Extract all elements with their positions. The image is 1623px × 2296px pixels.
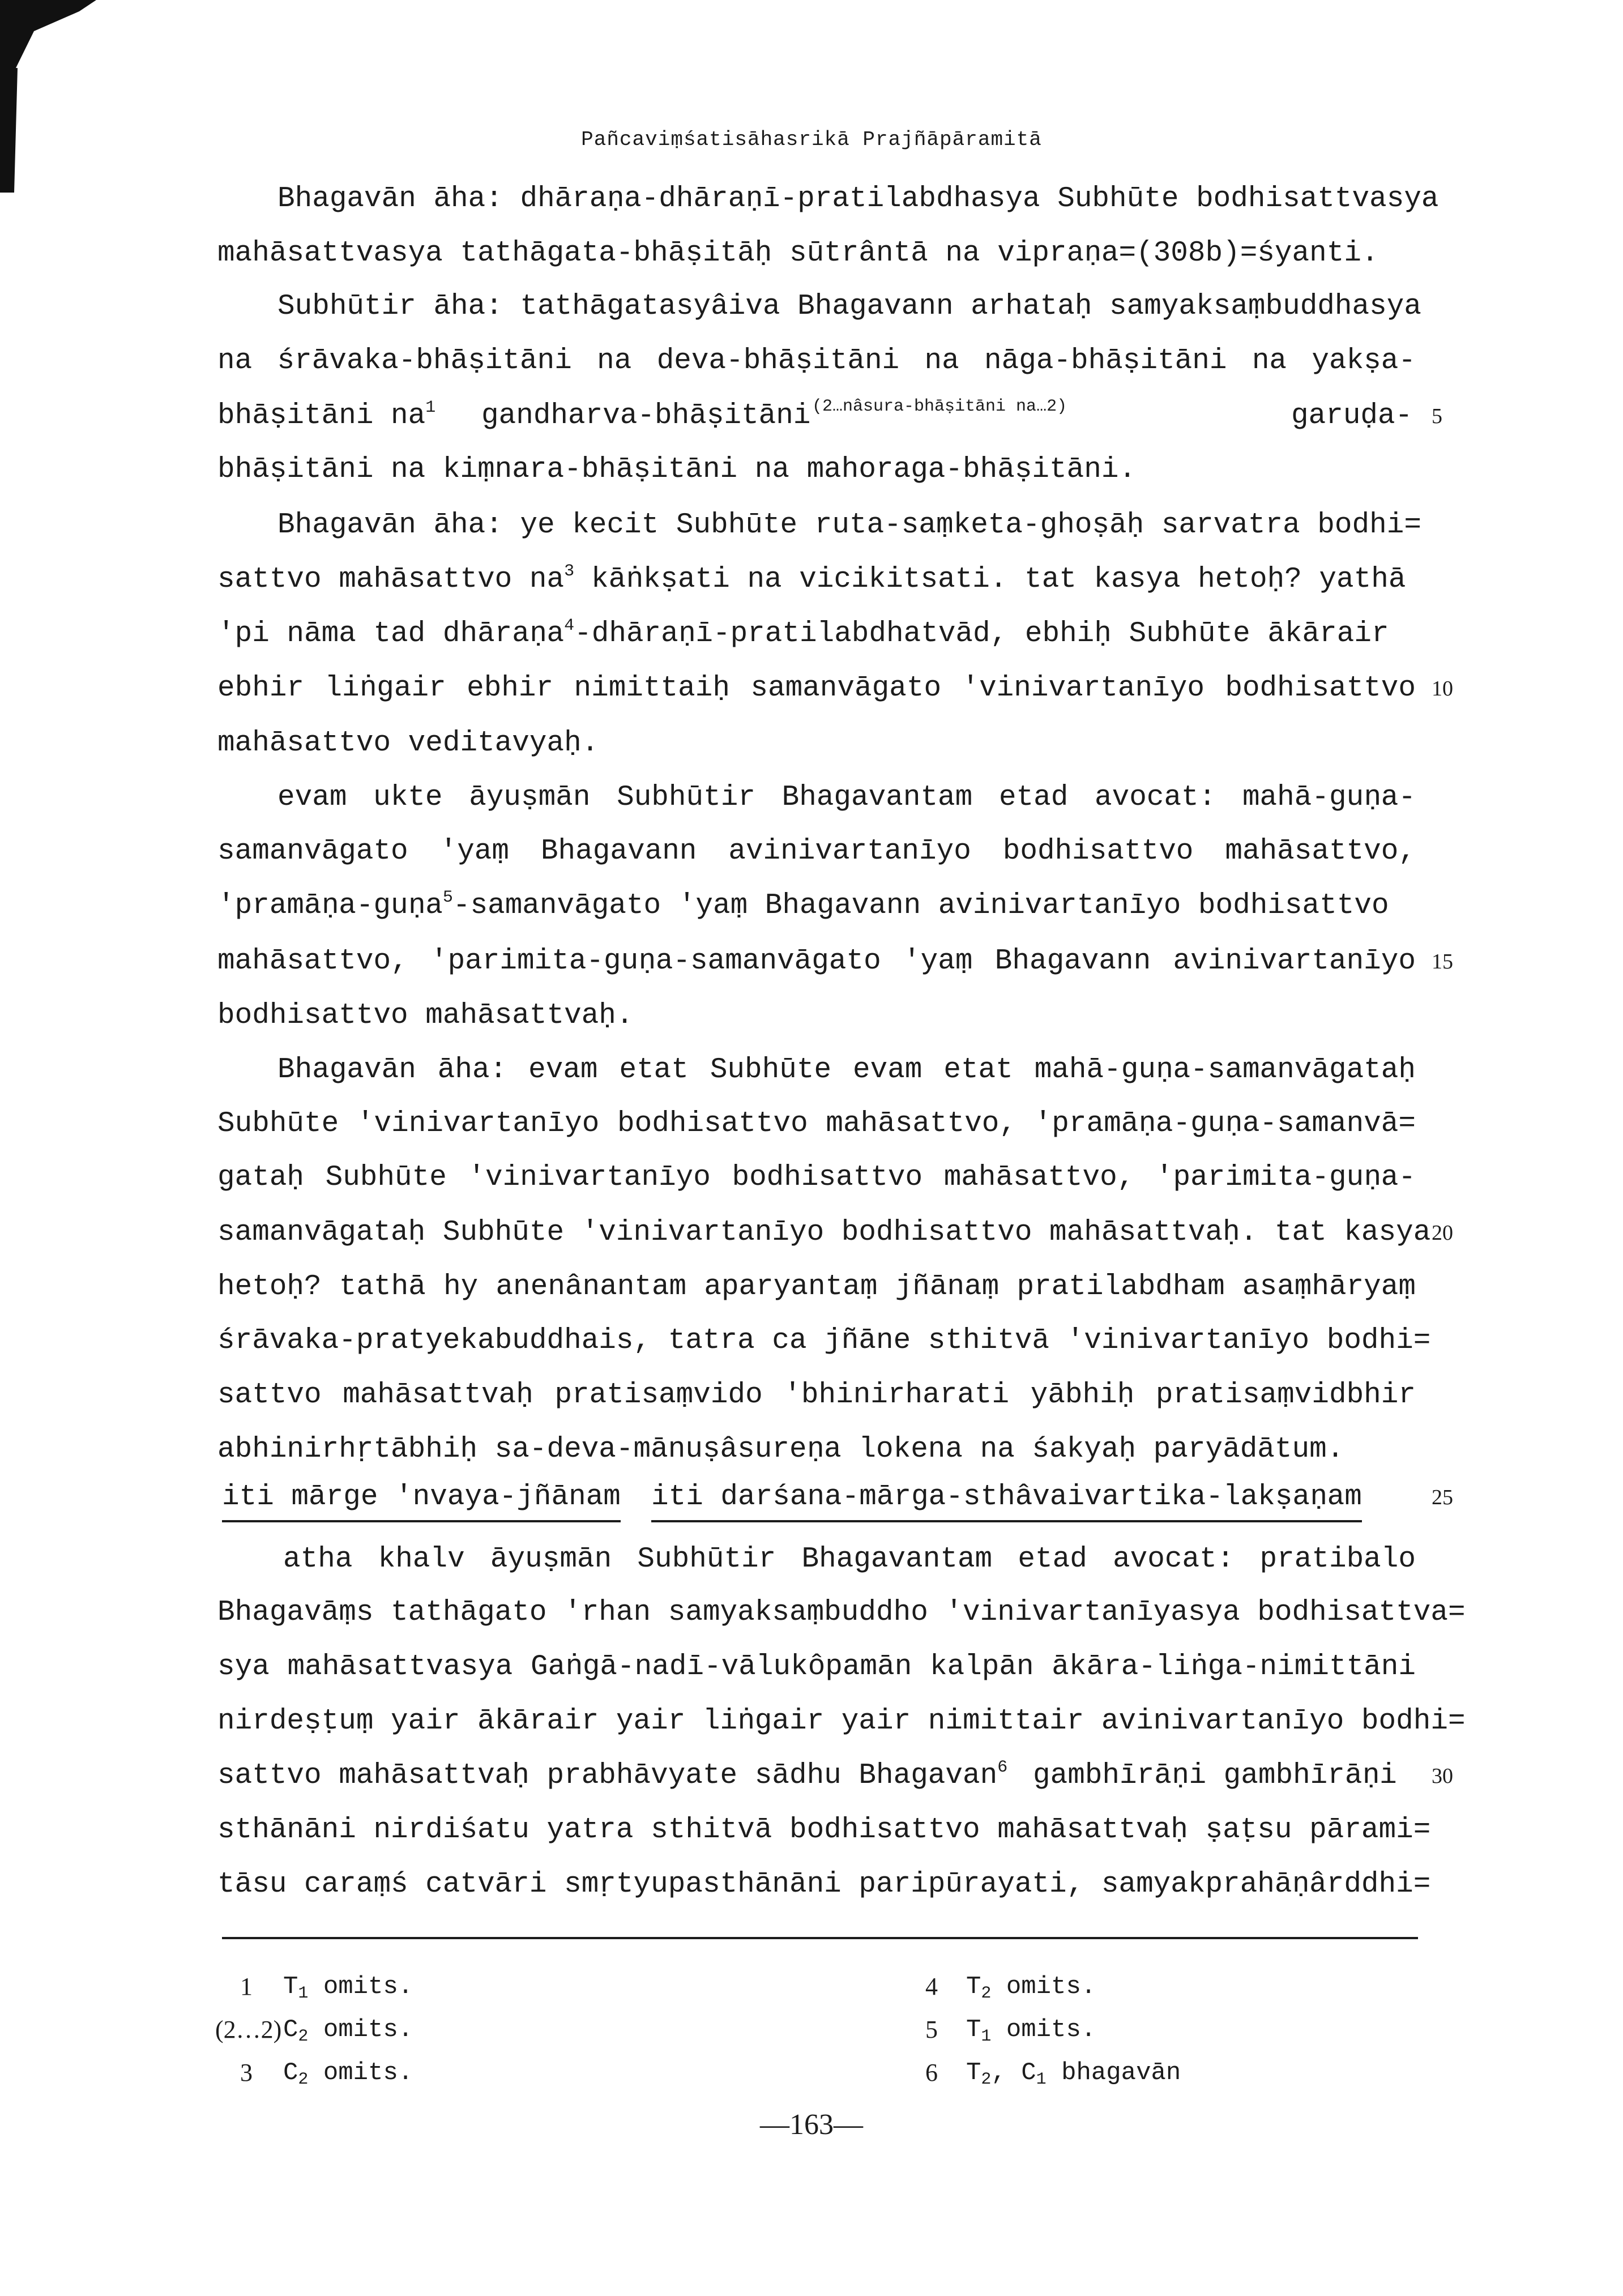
text-segment: gambhīrāṇi gambhīrāṇi [1033,1760,1397,1792]
text-segment: sattvo mahāsattvaḥ prabhāvyate sādhu Bhagavan [217,1760,998,1792]
footnote-number: 1 [240,1973,253,2000]
text-line: Subhūtir āha: tathāgatasyâiva Bhagavann arhataḥ samyaksaṃbuddhasya [277,291,1421,323]
page-number: —163— [760,2109,863,2141]
text-segment: gandharva-bhāṣitāni [481,400,811,432]
footnote-ref: 5 [442,888,453,907]
text-segment: sattvo mahāsattvo na [217,564,565,596]
margin-line-number: 15 [1432,950,1453,974]
footnote [215,2008,612,2051]
text-line [217,563,1416,597]
text-segment: 'pi nāma tad dhāraṇa [217,618,565,650]
text-line: mahāsattvasya tathāgata-bhāṣitāḥ sūtrântā na vipraṇa=(308b)=śyanti. [217,237,1379,270]
text-segment: bhāṣitāni na$^1$ [217,398,436,432]
footnotes-left [215,1965,612,2094]
text-line: atha khalv āyuṣmān Subhūtir Bhagavantam etad avocat: pratibalo [283,1543,1416,1576]
text-line: Bhagavān āha: ye kecit Subhūte ruta-saṃketa-ghoṣāḥ sarvatra bodhi= [277,509,1421,541]
footnote-text: $T_1$ omits. [283,1973,413,2003]
text-segment: -dhāraṇī-pratilabdhatvād, ebhiḥ Subhūte ākārair [574,618,1389,650]
footnote-number: (2…2) [215,2016,282,2043]
text-segment: kāṅkṣati na vicikitsati. tat kasya hetoḥ? yathā [591,564,1406,596]
footnote [215,1965,612,2008]
margin-line-number: 5 [1432,404,1442,428]
footnote-separator [222,1937,1418,1939]
text-segment: 'pramāṇa-guṇa [217,890,443,922]
footnote-ref: 3 [564,562,575,581]
footnote [912,2051,1421,2094]
text-line: sthānāni nirdiśatu yatra sthitvā bodhisattvo mahāsattvaḥ ṣaṭsu pārami= [217,1814,1431,1846]
text-line: evam ukte āyuṣmān Subhūtir Bhagavantam etad avocat: mahā-guṇa- [277,782,1416,814]
footnote-number: 4 [925,1973,938,2000]
text-line: Subhūte 'vinivartanīyo bodhisattvo mahāsattvo, 'pramāṇa-guṇa-samanvā= [217,1108,1416,1140]
text-line: mahāsattvo, 'parimita-guṇa-samanvāgato 'yaṃ Bhagavann avinivartanīyo [217,945,1416,978]
scan-edge-mark [0,0,96,193]
footnotes-right [912,1965,1421,2094]
variant-reading: (2…nâsura-bhāṣitāni na…2) [812,397,1067,416]
footnote-ref: 4 [564,616,575,635]
margin-line-number: 10 [1432,677,1453,701]
text-segment: garuḍa- [1291,400,1413,432]
text-line: Bhagavān āha: dhāraṇa-dhāraṇī-pratilabdhasya Subhūte bodhisattvasya [277,183,1439,215]
margin-line-number: 30 [1432,1764,1453,1788]
text-line: hetoḥ? tathā hy anenânantam aparyantaṃ jñānaṃ pratilabdham asaṃhāryaṃ [217,1271,1416,1303]
footnote-text: $T_2$ omits. [966,1973,1096,2003]
footnote-number: 3 [240,2059,253,2086]
text-line: gataḥ Subhūte 'vinivartanīyo bodhisattvo mahāsattvo, 'parimita-guṇa- [217,1162,1416,1194]
text-line: mahāsattvo veditavyaḥ. [217,727,599,759]
footnote-ref: 1 [425,398,436,417]
text-segment: -samanvāgato 'yaṃ Bhagavann avinivartanīyo bodhisattvo [452,890,1389,922]
text-line: nirdeṣṭuṃ yair ākārair yair liṅgair yair nimittair avinivartanīyo bodhi= [217,1705,1466,1738]
text-line: sattvo mahāsattvaḥ pratisaṃvido 'bhinirharati yābhiḥ pratisaṃvidbhir [217,1379,1416,1411]
text-line: śrāvaka-pratyekabuddhais, tatra ca jñāne sthitvā 'vinivartanīyo bodhi= [217,1325,1431,1357]
footnote-text: $T_2$, $C_1$ bhagavān [966,2059,1181,2089]
text-line: bodhisattvo mahāsattvaḥ. [217,1000,634,1032]
text-line: samanvāgataḥ Subhūte 'vinivartanīyo bodhisattvo mahāsattvaḥ. tat kasya [217,1217,1431,1249]
text-line: Bhagavān āha: evam etat Subhūte evam etat mahā-guṇa-samanvāgataḥ [277,1054,1416,1086]
margin-line-number: 25 [1432,1486,1453,1509]
text-line: sya mahāsattvasya Gaṅgā-nadī-vālukôpamān kalpān ākāra-liṅga-nimittāni [217,1651,1416,1683]
footnote-ref: 6 [997,1758,1008,1777]
margin-line-number: 20 [1432,1221,1453,1245]
text-line: tāsu caraṃś catvāri smṛtyupasthānāni paripūrayati, samyakprahāṇârddhi= [217,1868,1431,1901]
footnote-text: $C_2$ omits. [283,2016,413,2046]
text-line: Bhagavāṃs tathāgato 'rhan samyaksaṃbuddho 'vinivartanīyasya bodhisattva= [217,1597,1466,1629]
section-title: iti mārge 'nvaya-jñānam [222,1480,621,1522]
text-line [217,889,1416,923]
footnote-number: 5 [925,2016,938,2043]
text-line: abhinirhṛtābhiḥ sa-deva-mānuṣâsureṇa lokena na śakyaḥ paryādātum. [217,1433,1344,1466]
running-header: Pañcaviṃśatisāhasrikā Prajñāpāramitā [581,128,1042,151]
footnote [912,2008,1421,2051]
footnote-text: $C_2$ omits. [283,2059,413,2089]
text-line: na śrāvaka-bhāṣitāni na deva-bhāṣitāni na nāga-bhāṣitāni na yakṣa- [217,345,1416,377]
footnote [912,1965,1421,2008]
text-line [217,617,1416,651]
text-line: bhāṣitāni na kiṃnara-bhāṣitāni na mahoraga-bhāṣitāni. [217,454,1137,486]
footnote [215,2051,612,2094]
text-line: samanvāgato 'yaṃ Bhagavann avinivartanīyo bodhisattvo mahāsattvo, [217,835,1416,868]
section-title: iti darśana-mārga-sthâvaivartika-lakṣaṇam [651,1480,1362,1522]
footnote-number: 6 [925,2059,938,2086]
footnote-text: $T_1$ omits. [966,2016,1096,2046]
text-line [217,1759,1416,1793]
text-line: ebhir liṅgair ebhir nimittaiḥ samanvāgato 'vinivartanīyo bodhisattvo [217,672,1416,705]
